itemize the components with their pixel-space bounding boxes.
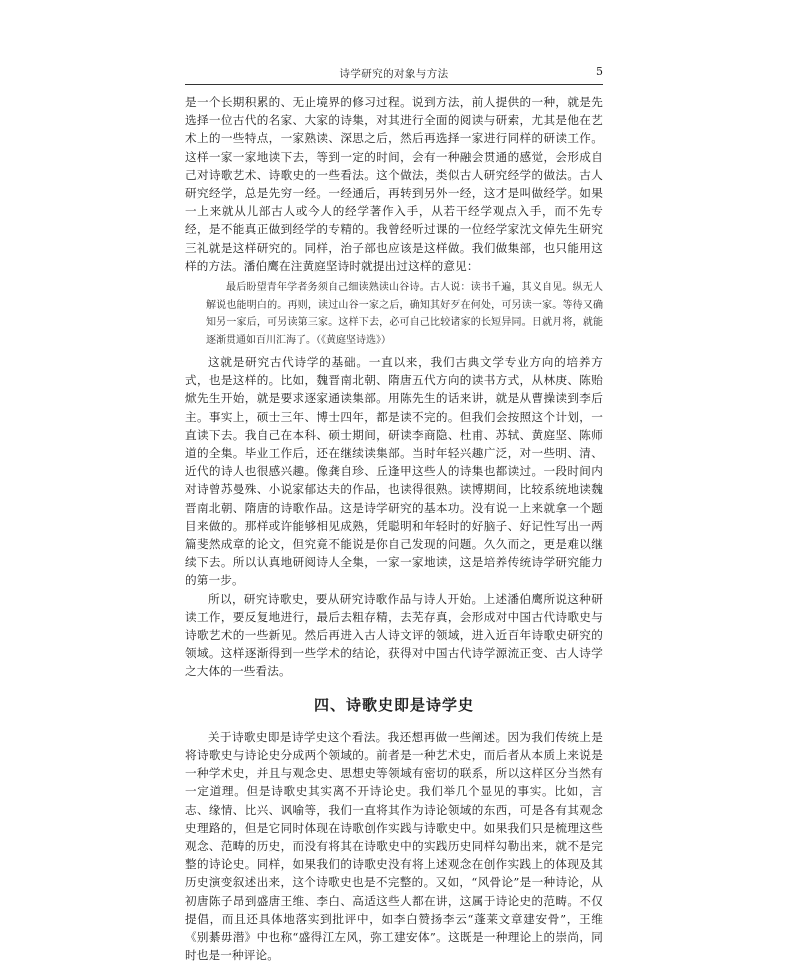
running-header-title: 诗学研究的对象与方法 xyxy=(339,68,449,80)
section-heading: 四、诗歌史即是诗学史 xyxy=(313,695,474,714)
page-number: 5 xyxy=(596,65,603,78)
paragraph: 这就是研究古代诗学的基础。一直以来，我们古典文学专业方向的培养方式，也是这样的。比如，魏晋南北朝、隋唐五代方向的读书方式，从林庚、陈贻焮先生开始，就是要求逐家通读集部。用陈先生的话来讲，就是从曹操读到李后主。事实上，硕士三年、博士四年，都是读不完的。但我们会按照这个计划，一直读下去。我自己在本科、硕士期间，研读李商隐、杜甫、苏轼、黄庭坚、陈师道的全集。毕业工作后，还在继续读集部。当时年轻兴趣广泛，对一些明、清、近代的诗人也很感兴趣。像龚自珍、丘逢甲这些人的诗集也都读过。一段时间内对诗曾苏曼殊、小说家郁达夫的作品，也读得很熟。读博期间，比较系统地读魏晋南北朝、隋唐的诗歌作品。这是诗学研究的基本功。没有说一上来就拿一个题目来做的。那样或许能够相见成熟，凭聪明和年轻时的好脑子、好记性写出一两篇斐然成章的论文，但究竟不能说是你自己发现的问题。久久而之，更是难以继续下去。所以认真地研阅诗人全集，一家一家地读，这是培养传统诗学研究能力的第一步。 xyxy=(185,355,603,588)
running-header xyxy=(185,64,603,82)
body-text xyxy=(185,93,603,964)
block-quote: 最后盼望青年学者务须自己细读熟读山谷诗。古人说：读书千遍，其义自见。纵无人解说也能明白的。再则，读过山谷一家之后，确知其好歹在何处，可另读一家。等待又确知另一家后，可另读第三家。这样下去，必可自己比较诸家的长短异同。日就月将，就能逐渐贯通如百川汇海了。（《黄庭坚诗选》） xyxy=(206,282,603,346)
paragraph: 关于诗歌史即是诗学史这个看法。我还想再做一些阐述。因为我们传统上是将诗歌史与诗论史分成两个领域的。前者是一种艺术史，而后者从本质上来说是一种学术史，并且与观念史、思想史等领域有密切的联系，所以这样区分当然有一定道理。但是诗歌史其实离不开诗论史。我们举几个显见的事实。比如，言志、缘情、比兴、讽喻等，我们一直将其作为诗论领域的东西，可是各有其观念史理路的，但是它同时体现在诗歌创作实践与诗歌史中。如果我们只是梳理这些观念、范畴的历史，而没有将其在诗歌史中的实践历史同样勾勒出来，就不是完整的诗论史。同样，如果我们的诗歌史没有将上述观念在创作实践上的体现及其历史演变叙述出来，这个诗歌史也是不完整的。又如，“风骨论”是一种诗论，从初唐陈子昂到盛唐王维、李白、高适这些人都在讲，这属于诗论史的范畴。不仅提倡，而且还具体地落实到批评中，如李白赞扬李云“蓬莱文章建安骨”，王维《别綦毋潜》中也称“盛得江左风，弥工建安体”。这既是一种理论上的崇尚，同时也是一种评论。 xyxy=(185,729,603,963)
header-rule xyxy=(185,84,603,85)
paragraph-continued: 是一个长期积累的、无止境界的修习过程。说到方法，前人提供的一种，就是先选择一位古代的名家、大家的诗集，对其进行全面的阅读与研索，尤其是他在艺术上的一些特点，一家熟读、深思之后，然后再选择一家进行同样的研读工作。这样一家一家地读下去，等到一定的时间，会有一种融会贯通的感觉，会形成自己对诗歌艺术、诗歌史的一些看法。这个做法，类似古人研究经学的做法。古人研究经学，总是先穷一经。一经通后，再转到另外一经，这才是叫做经学。如果一上来就从儿部古人或今人的经学著作入手，从若干经学观点入手，而不先专经，是不能真正做到经学的专精的。我曾经听过课的一位经学家沈文倬先生研究三礼就是这样研究的。同样，治子部也应该是这样做。我们做集部，也只能用这样的方法。潘伯鹰在注黄庭坚诗时就提出过这样的意见： xyxy=(185,95,603,273)
paragraph: 所以，研究诗歌史，要从研究诗歌作品与诗人开始。上述潘伯鹰所说这种研读工作，要反复地进行，最后去粗存精，去芜存真，会形成对中国古代诗歌史与诗歌艺术的一些新见。然后再进入古人诗文评的领域，进入近百年诗歌史研究的领域。这样逐渐得到一些学术的结论，获得对中国古代诗学源流正变、古人诗学之大体的一些看法。 xyxy=(185,591,603,679)
